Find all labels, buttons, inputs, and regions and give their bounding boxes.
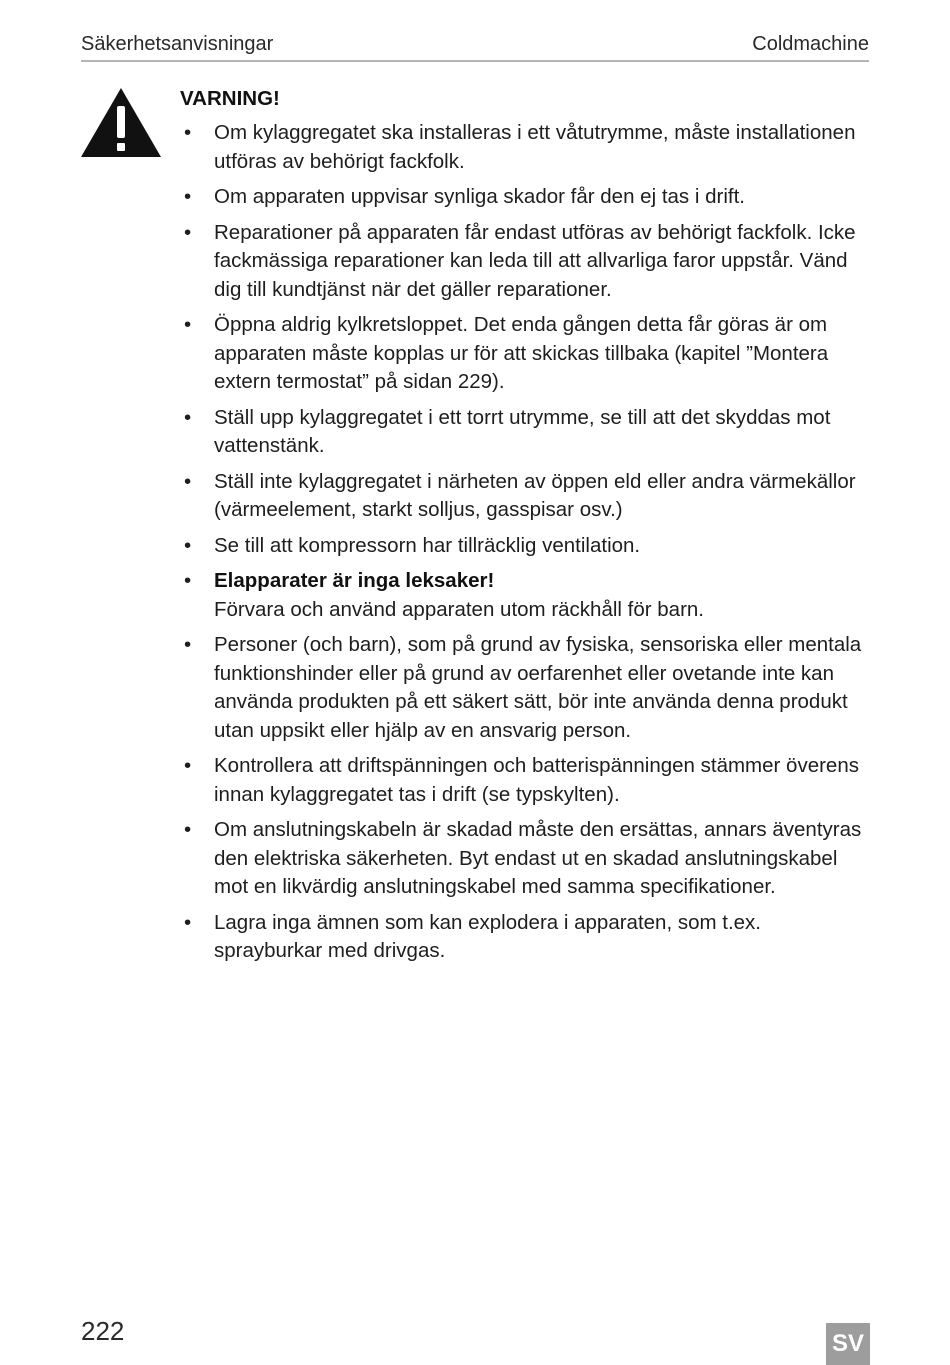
list-item — [180, 219, 870, 305]
page-header — [81, 30, 869, 62]
safety-instruction-list — [180, 119, 870, 973]
list-item — [180, 468, 870, 525]
page-number: 222 — [81, 1316, 125, 1346]
list-item-text: Förvara och använd apparaten utom räckhåll för barn. — [214, 597, 704, 621]
bullet-icon: • — [184, 910, 192, 934]
list-item-text: Om kylaggregatet ska installeras i ett våtutrymme, måste installationen utföras av behörigt fackfolk. — [214, 121, 856, 173]
list-item-text: Öppna aldrig kylkretsloppet. Det enda gången detta får göras är om apparaten måste kopplas ur för att skickas tillbaka (kapitel ”Montera extern termostat” på sidan 229). — [214, 313, 829, 393]
bullet-icon: • — [184, 569, 192, 592]
bullet-icon: • — [184, 633, 192, 656]
bullet-icon: • — [184, 754, 192, 777]
bullet-icon: • — [184, 185, 192, 208]
warning-title: VARNING! — [180, 87, 280, 110]
bullet-icon: • — [184, 469, 192, 493]
list-item — [180, 183, 870, 212]
list-item-text: Ställ upp kylaggregatet i ett torrt utrymme, se till att det skyddas mot vattenstänk. — [214, 405, 831, 457]
bullet-icon: • — [184, 405, 192, 429]
list-item — [180, 532, 870, 561]
list-item — [180, 404, 870, 461]
list-item-text: Om anslutningskabeln är skadad måste den ersättas, annars äventyras den elektriska säkerheten. Byt endast ut en skadad anslutningskabel mot en likvärdig anslutningskabel med samma specifikationer. — [214, 818, 862, 898]
list-item — [180, 909, 870, 966]
list-item — [180, 311, 870, 397]
list-item-emphasis: Elapparater är inga leksaker! — [214, 569, 495, 592]
list-item-text: Ställ inte kylaggregatet i närheten av öppen eld eller andra värmekällor (värmeelement, starkt solljus, gasspisar osv.) — [214, 469, 856, 521]
list-item — [180, 119, 870, 176]
list-item-text: Reparationer på apparaten får endast utföras av behörigt fackfolk. Icke fackmässiga reparationer kan leda till att allvarliga faror uppstår. Vänd dig till kundtjänst när det gäller reparationer. — [214, 220, 856, 301]
list-item-text: Se till att kompressorn har tillräcklig ventilation. — [214, 533, 641, 557]
list-item-text: Lagra inga ämnen som kan explodera i apparaten, som t.ex. sprayburkar med drivgas. — [214, 910, 761, 962]
bullet-icon: • — [184, 533, 192, 557]
product-name: Coldmachine — [752, 33, 869, 55]
section-title: Säkerhetsanvisningar — [81, 33, 274, 55]
bullet-icon: • — [184, 818, 192, 841]
list-item-text: Personer (och barn), som på grund av fysiska, sensoriska eller mentala funktionshinder eller på grund av oerfarenhet eller ovetande inte kan använda produkten på ett säkert sätt, bör inte använda denna produkt utan uppsikt eller hjälp av en ansvarig person. — [214, 633, 862, 742]
bullet-icon: • — [184, 313, 192, 336]
language-badge: SV — [826, 1323, 870, 1365]
list-item-text: Om apparaten uppvisar synliga skador får den ej tas i drift. — [214, 185, 745, 208]
list-item — [180, 631, 870, 745]
bullet-icon: • — [184, 220, 192, 244]
bullet-icon: • — [184, 121, 192, 144]
list-item — [180, 816, 870, 902]
list-item — [180, 567, 870, 624]
warning-triangle-icon — [80, 86, 162, 158]
list-item-text: Kontrollera att driftspänningen och batterispänningen stämmer överens innan kylaggregatet tas i drift (se typskylten). — [214, 754, 859, 806]
list-item — [180, 752, 870, 809]
